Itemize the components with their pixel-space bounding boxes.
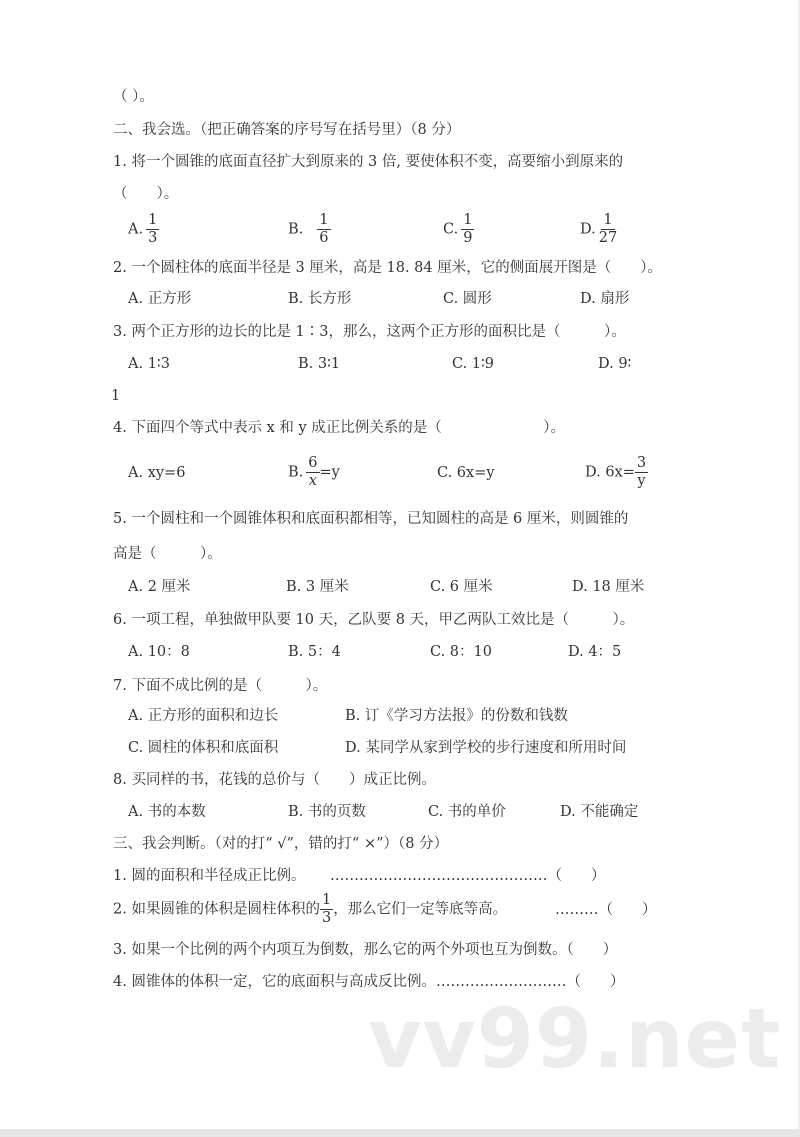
numerator: 6 (308, 455, 318, 471)
judge-text: 2. 如果圆锥的体积是圆柱体积的 (113, 901, 320, 918)
judge-text-cont: ，那么它们一定等底等高。 (333, 901, 508, 918)
option-label: C. (443, 221, 459, 238)
q7-option-b[interactable]: B. 订《学习方法报》的份数和钱数 (345, 708, 568, 724)
denominator: 9 (463, 230, 473, 246)
q1-option-c[interactable] (443, 212, 474, 247)
numerator: 1 (319, 212, 329, 228)
fraction (146, 212, 159, 247)
q8-option-b[interactable]: B. 书的页数 (288, 804, 366, 820)
option-label: B. (288, 464, 304, 481)
option-label: D. (580, 221, 596, 238)
judge-text: 4. 圆锥体的体积一定，它的底面积与高成反比例。 (113, 974, 436, 990)
q6-text: 6. 一项工程，单独做甲队要 10 天，乙队要 8 天，甲乙两队工效比是（ ）。 (113, 612, 635, 628)
fraction (320, 892, 333, 927)
q7-option-d[interactable]: D. 某同学从家到学校的步行速度和所用时间 (345, 740, 627, 756)
q2-option-c[interactable]: C. 圆形 (443, 291, 492, 307)
q4-text: 4. 下面四个等式中表示 x 和 y 成正比例关系的是（ ）。 (113, 420, 565, 436)
q1-option-a[interactable] (128, 212, 159, 247)
q8-option-a[interactable]: A. 书的本数 (128, 804, 206, 820)
numerator: 3 (636, 455, 647, 471)
judge-text: 1. 圆的面积和半径成正比例。 (113, 868, 306, 884)
q3-option-b[interactable]: B. 3∶1 (298, 356, 341, 372)
judge-answer-2[interactable]: ………（ ） (555, 902, 657, 918)
section-2-title: 二、我会选。（把正确答案的序号写在括号里）（8 分） (113, 122, 461, 138)
watermark: vv99.net (368, 992, 782, 1087)
denominator: 3 (321, 910, 332, 926)
fraction (306, 455, 319, 490)
page-bottom-edge (0, 1129, 800, 1137)
q5-text: 5. 一个圆柱和一个圆锥体积和底面积都相等，已知圆柱的高是 6 厘米，则圆锥的 (113, 511, 629, 527)
judge-item-3[interactable]: 3. 如果一个比例的两个内项互为倒数，那么它的两个外项也互为倒数。（ ） (113, 942, 618, 958)
q1-option-b[interactable] (288, 212, 331, 247)
previous-question-tail: （ ）。 (113, 89, 154, 105)
q8-option-d[interactable]: D. 不能确定 (560, 804, 639, 820)
judge-item-4 (113, 972, 436, 992)
section-3-title: 三、我会判断。（对的打“ √”，错的打“ ×”）（8 分） (113, 836, 449, 852)
q3-option-d-wrap: 1 (111, 388, 121, 404)
q2-option-a[interactable]: A. 正方形 (128, 291, 192, 307)
q5-text-cont: 高是（ ）。 (113, 546, 222, 562)
denominator: y (637, 473, 646, 489)
denominator: 27 (598, 230, 618, 246)
denominator: 3 (148, 230, 158, 246)
numerator: 1 (463, 212, 473, 228)
q1-answer-blank: （ ）。 (113, 186, 179, 202)
q6-option-a[interactable]: A. 10：8 (128, 644, 190, 660)
q4-option-a[interactable]: A. xy=6 (128, 465, 186, 481)
q2-option-d[interactable]: D. 扇形 (580, 291, 630, 307)
q4-option-d[interactable] (585, 455, 648, 490)
q3-text: 3. 两个正方形的边长的比是 1∶3，那么，这两个正方形的面积比是（ ）。 (113, 324, 626, 340)
q5-option-a[interactable]: A. 2 厘米 (128, 579, 191, 595)
q6-option-c[interactable]: C. 8：10 (430, 644, 492, 660)
fraction (599, 212, 617, 247)
q7-text: 7. 下面不成比例的是（ ）。 (113, 678, 328, 694)
option-label: B. (288, 221, 304, 238)
q7-option-a[interactable]: A. 正方形的面积和边长 (128, 708, 279, 724)
q6-option-d[interactable]: D. 4：5 (568, 644, 622, 660)
fraction (461, 212, 474, 247)
q8-text: 8. 买同样的书，花钱的总价与（ ）成正比例。 (113, 772, 436, 788)
q7-option-c[interactable]: C. 圆柱的体积和底面积 (128, 740, 279, 756)
q1-option-d[interactable] (580, 212, 617, 247)
fraction (317, 212, 330, 247)
q6-option-b[interactable]: B. 5：4 (288, 644, 341, 660)
denominator: 6 (319, 230, 329, 246)
numerator: 1 (603, 212, 613, 228)
q5-option-b[interactable]: B. 3 厘米 (286, 579, 349, 595)
numerator: 1 (148, 212, 158, 228)
q5-option-c[interactable]: C. 6 厘米 (430, 579, 493, 595)
q3-option-d[interactable]: D. 9∶ (598, 356, 632, 372)
q3-option-a[interactable]: A. 1∶3 (128, 356, 170, 372)
judge-answer-1[interactable]: ………………………………………（ ） (330, 868, 606, 884)
q2-text: 2. 一个圆柱体的底面半径是 3 厘米，高是 18. 84 厘米，它的侧面展开图是（ ）。 (113, 260, 662, 276)
q2-option-b[interactable]: B. 长方形 (288, 291, 352, 307)
denominator: x (308, 473, 317, 489)
q1-text: 1. 将一个圆锥的底面直径扩大到原来的 3 倍, 要使体积不变，高要缩小到原来的 (113, 154, 624, 170)
q3-option-c[interactable]: C. 1∶9 (452, 356, 495, 372)
q8-option-c[interactable]: C. 书的单价 (428, 804, 506, 820)
q4-option-b[interactable] (288, 455, 340, 490)
judge-item-2 (113, 892, 507, 927)
q5-option-d[interactable]: D. 18 厘米 (572, 579, 645, 595)
option-label: A. (128, 221, 144, 238)
option-label: D. 6x= (585, 464, 635, 481)
numerator: 1 (321, 892, 332, 908)
fraction (635, 455, 648, 490)
judge-answer-4[interactable]: ………………………（ ） (436, 974, 625, 990)
q4-option-c[interactable]: C. 6x=y (437, 465, 495, 481)
option-tail: =y (319, 464, 340, 481)
judge-item-1 (113, 866, 305, 886)
